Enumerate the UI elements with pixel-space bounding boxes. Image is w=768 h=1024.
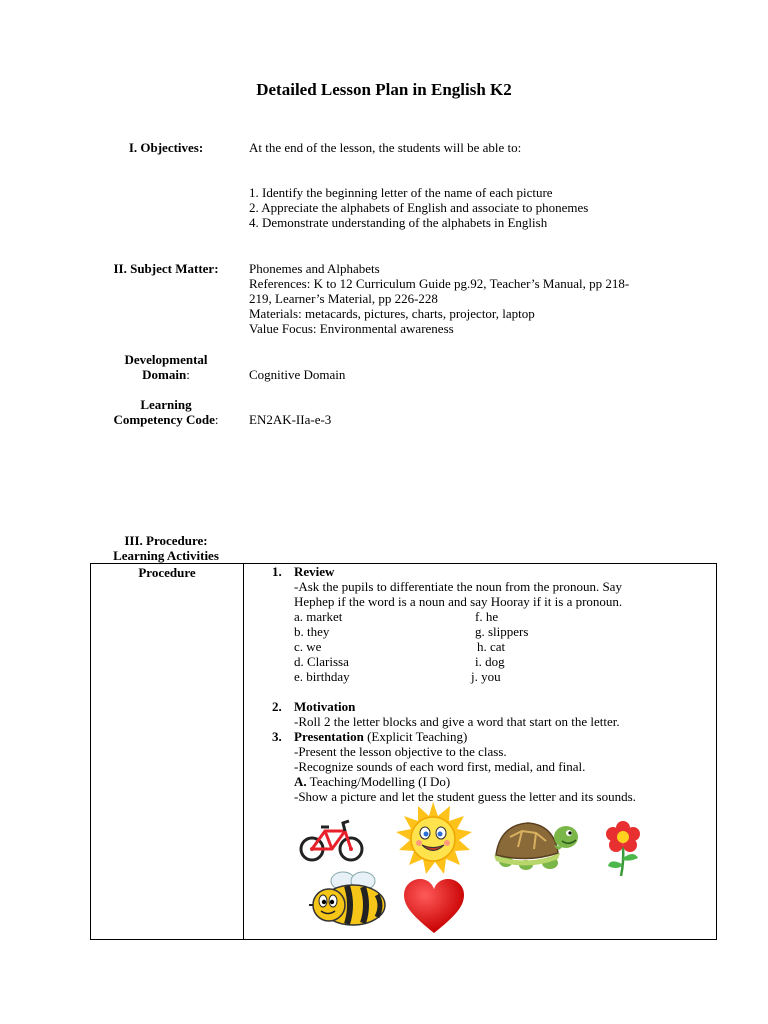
presentation-text: -Present the lesson objective to the class.	[294, 744, 507, 759]
review-text: -Ask the pupils to differentiate the noun from the pronoun. Say	[294, 579, 622, 594]
domain-label-line2: Domain	[142, 367, 187, 382]
domain-label-colon: :	[186, 367, 190, 382]
competency-label-line1: Learning	[140, 397, 192, 412]
motivation-title: Motivation	[294, 699, 356, 714]
competency-value: EN2AK-IIa-e-3	[249, 412, 332, 427]
teaching-modelling-row	[294, 774, 450, 789]
motivation-text: -Roll 2 the letter blocks and give a word that start on the letter.	[294, 714, 620, 729]
review-item: g. slippers	[475, 624, 529, 639]
review-item: e. birthday	[294, 669, 350, 684]
review-item: c. we	[294, 639, 322, 654]
presentation-text: -Recognize sounds of each word first, medial, and final.	[294, 759, 586, 774]
objectives-intro: At the end of the lesson, the students will be able to:	[249, 140, 522, 155]
presentation-text: -Show a picture and let the student guess the letter and its sounds.	[294, 789, 636, 804]
procedure-heading	[90, 533, 242, 563]
bicycle-icon	[299, 817, 365, 863]
subject-matter-label: II. Subject Matter:	[113, 261, 219, 276]
flower-icon	[602, 820, 644, 878]
presentation-title-row	[294, 729, 467, 744]
review-item: j. you	[471, 669, 501, 684]
procedure-heading-line2: Learning Activities	[113, 548, 219, 563]
objectives-list	[249, 185, 709, 230]
turtle-icon	[492, 817, 580, 871]
subject-matter-body	[249, 261, 709, 336]
review-title: Review	[294, 564, 335, 579]
procedure-table	[90, 563, 717, 940]
competency-label-colon: :	[214, 412, 219, 427]
subject-line: Materials: metacards, pictures, charts, projector, laptop	[249, 306, 535, 321]
presentation-subtitle: (Explicit Teaching)	[363, 729, 468, 744]
domain-label	[86, 352, 246, 382]
review-item: i. dog	[475, 654, 505, 669]
domain-label-line1: Developmental	[124, 352, 208, 367]
procedure-column	[91, 564, 244, 940]
domain-value: Cognitive Domain	[249, 367, 346, 382]
motivation-number: 2.	[272, 699, 282, 714]
procedure-column-header: Procedure	[138, 565, 196, 580]
subject-line: References: K to 12 Curriculum Guide pg.92, Teacher’s Manual, pp 218-	[249, 276, 630, 291]
objective-item: 1. Identify the beginning letter of the name of each picture	[249, 185, 553, 200]
review-item: h. cat	[477, 639, 506, 654]
procedure-heading-line1: III. Procedure:	[124, 533, 208, 548]
heart-icon	[402, 879, 466, 935]
bee-icon	[307, 871, 391, 929]
teaching-text: Teaching/Modelling (I Do)	[306, 774, 451, 789]
review-text: Hephep if the word is a noun and say Hooray if it is a pronoun.	[294, 594, 623, 609]
sun-icon	[394, 802, 472, 876]
activities-column	[244, 564, 717, 940]
competency-label-line2: Competency Code	[113, 412, 215, 427]
presentation-title: Presentation	[294, 729, 364, 744]
subject-line: Value Focus: Environmental awareness	[249, 321, 454, 336]
subject-line: 219, Learner’s Material, pp 226-228	[249, 291, 438, 306]
competency-label	[86, 397, 246, 427]
objective-item: 2. Appreciate the alphabets of English and associate to phonemes	[249, 200, 589, 215]
objectives-label: I. Objectives:	[128, 140, 204, 155]
review-number: 1.	[272, 564, 282, 579]
subject-line: Phonemes and Alphabets	[249, 261, 380, 276]
review-item: a. market	[294, 609, 343, 624]
objective-item: 4. Demonstrate understanding of the alphabets in English	[249, 215, 548, 230]
review-item: d. Clarissa	[294, 654, 349, 669]
review-item: b. they	[294, 624, 330, 639]
review-item: f. he	[475, 609, 499, 624]
teaching-label: A.	[294, 774, 307, 789]
presentation-number: 3.	[272, 729, 282, 744]
page-title: Detailed Lesson Plan in English K2	[256, 80, 512, 99]
